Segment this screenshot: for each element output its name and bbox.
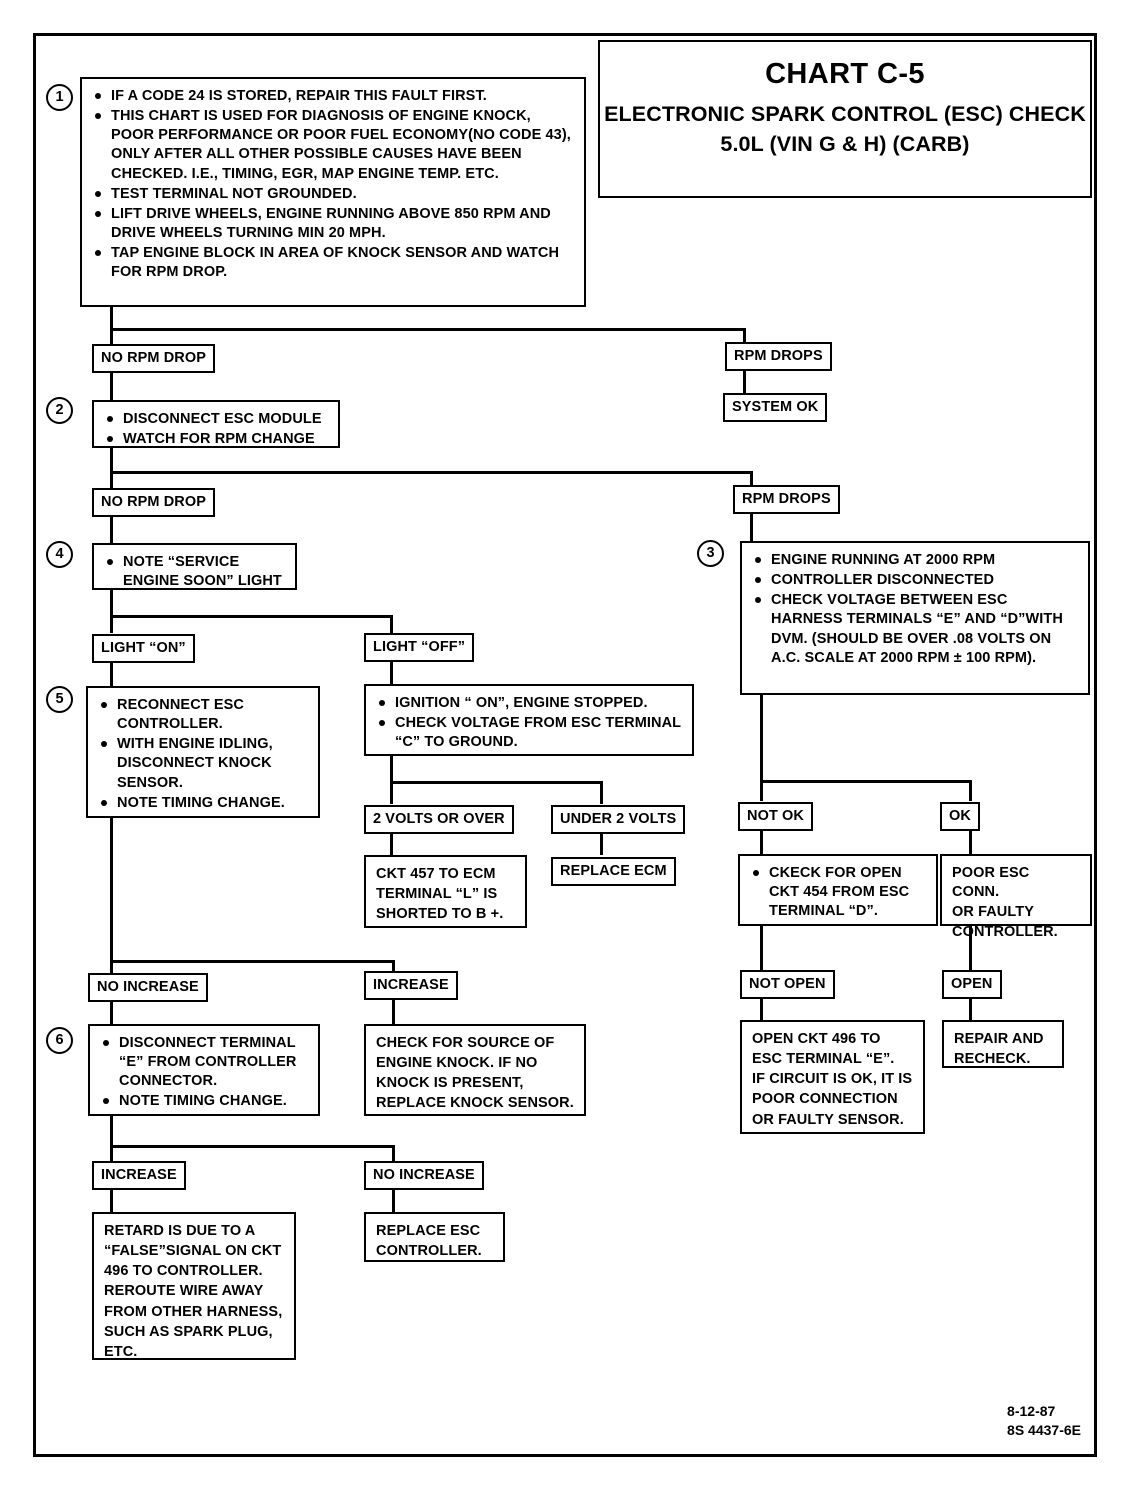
ckt457-line: SHORTED TO B +.: [376, 906, 504, 923]
connector-line: [743, 368, 746, 394]
open-ckt496-line: OR FAULTY SENSOR.: [752, 1111, 904, 1128]
step2-item: WATCH FOR RPM CHANGE: [104, 430, 328, 449]
connector-line: [390, 832, 393, 855]
retard-line: SUCH AS SPARK PLUG,: [104, 1323, 273, 1340]
check-source-line: CHECK FOR SOURCE OF: [376, 1035, 555, 1051]
increase-2-label: INCREASE: [92, 1161, 186, 1190]
step5-instructions-box: [86, 686, 320, 818]
step1-item: TEST TERMINAL NOT GROUNDED.: [92, 185, 574, 204]
step5-item: RECONNECT ESC CONTROLLER.: [98, 696, 308, 734]
connector-line: [390, 781, 602, 784]
open-ckt496-line: ESC TERMINAL “E”.: [752, 1051, 895, 1068]
open-ckt496-line: IF CIRCUIT IS OK, IT IS: [752, 1071, 913, 1088]
step-marker-2: 2: [46, 397, 73, 424]
step-marker-5: 5: [46, 686, 73, 713]
connector-line: [110, 1145, 113, 1161]
ckt457-line: TERMINAL “L” IS: [376, 886, 498, 903]
increase-1-label: INCREASE: [364, 971, 458, 1000]
open-label: OPEN: [942, 970, 1002, 999]
step6-item: NOTE TIMING CHANGE.: [100, 1092, 308, 1111]
step1-item: IF A CODE 24 IS STORED, REPAIR THIS FAULT FIRST.: [92, 87, 574, 106]
light-off-actions-box: [364, 684, 694, 756]
replace-esc-line: REPLACE ESC: [376, 1223, 481, 1239]
connector-line: [110, 1190, 113, 1212]
connector-line: [390, 781, 393, 804]
connector-line: [969, 996, 972, 1020]
replace-esc-line: CONTROLLER.: [376, 1243, 482, 1260]
connector-line: [390, 615, 393, 633]
retard-line: “FALSE”SIGNAL ON CKT: [104, 1243, 282, 1260]
ckt457-shorted-box: [364, 855, 527, 928]
poor-esc-conn-box: [940, 854, 1092, 941]
step4-item: NOTE “SERVICE ENGINE SOON” LIGHT: [104, 553, 285, 591]
connector-line: [600, 781, 603, 804]
system-ok-label: SYSTEM OK: [723, 393, 827, 422]
connector-line: [110, 513, 113, 545]
footer-date: 8-12-87: [1007, 1403, 1056, 1420]
no-increase-2-label: NO INCREASE: [364, 1161, 484, 1190]
connector-line: [760, 780, 763, 801]
open-ckt496-box: [740, 1020, 925, 1134]
retard-line: ETC.: [104, 1343, 138, 1360]
connector-line: [390, 660, 393, 686]
step2-item: DISCONNECT ESC MODULE: [104, 410, 328, 429]
replace-ecm-box: REPLACE ECM: [551, 857, 676, 886]
connector-line: [390, 756, 393, 784]
step5-item: NOTE TIMING CHANGE.: [98, 794, 308, 813]
two-volts-or-over-label: 2 VOLTS OR OVER: [364, 805, 514, 834]
rpm-drops-2-label: RPM DROPS: [733, 485, 840, 514]
connector-line: [110, 1000, 113, 1024]
step5-item: WITH ENGINE IDLING, DISCONNECT KNOCK SENSOR.: [98, 735, 308, 792]
footer-code: 8S 4437-6E: [1007, 1422, 1081, 1439]
check-source-line: REPLACE KNOCK SENSOR.: [376, 1095, 574, 1112]
no-increase-1-label: NO INCREASE: [88, 973, 208, 1002]
retard-line: RETARD IS DUE TO A: [104, 1223, 256, 1239]
repair-and-recheck-box: [942, 1020, 1064, 1068]
connector-line: [392, 1190, 395, 1212]
chart-title-line2: ELECTRONIC SPARK CONTROL (ESC) CHECK: [604, 102, 1086, 126]
step-marker-6: 6: [46, 1027, 73, 1054]
connector-line: [392, 1145, 395, 1161]
step3-item: CONTROLLER DISCONNECTED: [752, 571, 1078, 590]
no-rpm-drop-2-label: NO RPM DROP: [92, 488, 215, 517]
connector-line: [110, 1145, 395, 1148]
connector-line: [760, 996, 763, 1020]
rpm-drops-1-label: RPM DROPS: [725, 342, 832, 371]
step6-item: DISCONNECT TERMINAL “E” FROM CONTROLLER CONNECTOR.: [100, 1034, 308, 1091]
step6-instructions-box: [88, 1024, 320, 1116]
connector-line: [110, 615, 393, 618]
connector-line: [750, 511, 753, 541]
step-marker-4: 4: [46, 541, 73, 568]
retard-line: FROM OTHER HARNESS,: [104, 1303, 283, 1320]
check-source-line: ENGINE KNOCK. IF NO: [376, 1055, 538, 1072]
step4-instructions-box: [92, 543, 297, 590]
poor-esc-line: POOR ESC CONN.: [952, 865, 1030, 901]
connector-line: [110, 590, 113, 618]
footer-block: [1007, 1402, 1081, 1440]
connector-line: [760, 695, 763, 783]
connector-line: [110, 615, 113, 633]
connector-line: [969, 828, 972, 854]
connector-line: [110, 960, 395, 963]
chart-title-line3: 5.0L (VIN G & H) (CARB): [720, 131, 970, 156]
connector-line: [110, 370, 113, 400]
chart-title-line1: CHART C-5: [765, 58, 925, 90]
open-ckt496-line: OPEN CKT 496 TO: [752, 1031, 881, 1047]
connector-line: [110, 328, 746, 331]
connector-line: [110, 1115, 113, 1148]
step1-item: TAP ENGINE BLOCK IN AREA OF KNOCK SENSOR AND WATCH FOR RPM DROP.: [92, 244, 574, 282]
connector-line: [760, 925, 763, 970]
check-open-ckt454-box: [738, 854, 938, 926]
step1-item: THIS CHART IS USED FOR DIAGNOSIS OF ENGINE KNOCK, POOR PERFORMANCE OR POOR FUEL ECONOMY(NO CODE 43), ONLY AFTER ALL OTHER POSSIBLE CAUSES HAVE BEEN CHECKED. I.E., TIMING, EGR, MAP ENGINE TEMP. ETC.: [92, 107, 574, 184]
poor-esc-line: OR FAULTY: [952, 904, 1034, 921]
connector-line: [760, 780, 972, 783]
connector-line: [600, 832, 603, 855]
step1-instructions-box: [80, 77, 586, 307]
ok-label: OK: [940, 802, 980, 831]
retard-line: REROUTE WIRE AWAY: [104, 1283, 264, 1300]
connector-line: [110, 960, 113, 973]
step3-item: ENGINE RUNNING AT 2000 RPM: [752, 551, 1078, 570]
connector-line: [392, 1000, 395, 1024]
step1-item: LIFT DRIVE WHEELS, ENGINE RUNNING ABOVE 850 RPM AND DRIVE WHEELS TURNING MIN 20 MPH.: [92, 205, 574, 243]
light-off-action-item: CHECK VOLTAGE FROM ESC TERMINAL “C” TO GROUND.: [376, 714, 682, 752]
light-off-label: LIGHT “OFF”: [364, 633, 474, 662]
step2-instructions-box: [92, 400, 340, 448]
connector-line: [110, 471, 753, 474]
light-off-action-item: IGNITION “ ON”, ENGINE STOPPED.: [376, 694, 682, 713]
under-2-volts-label: UNDER 2 VOLTS: [551, 805, 685, 834]
connector-line: [110, 818, 113, 963]
step3-item: CHECK VOLTAGE BETWEEN ESC HARNESS TERMINALS “E” AND “D”WITH DVM. (SHOULD BE OVER .08 VOLTS ON A.C. SCALE AT 2000 RPM ± 100 RPM).: [752, 591, 1078, 668]
connector-line: [760, 828, 763, 854]
check-open-item: CKECK FOR OPEN CKT 454 FROM ESC TERMINAL “D”.: [750, 864, 926, 921]
chart-title-box: [598, 40, 1092, 198]
ckt457-line: CKT 457 TO ECM: [376, 866, 496, 882]
step-marker-3: 3: [697, 540, 724, 567]
no-rpm-drop-1-label: NO RPM DROP: [92, 344, 215, 373]
repair-line: RECHECK.: [954, 1051, 1031, 1068]
check-source-knock-box: [364, 1024, 586, 1116]
connector-line: [969, 780, 972, 801]
light-on-label: LIGHT “ON”: [92, 634, 195, 663]
replace-esc-controller-box: [364, 1212, 505, 1262]
not-open-label: NOT OPEN: [740, 970, 835, 999]
retard-line: 496 TO CONTROLLER.: [104, 1263, 263, 1280]
check-source-line: KNOCK IS PRESENT,: [376, 1075, 524, 1092]
connector-line: [110, 447, 113, 474]
not-ok-label: NOT OK: [738, 802, 813, 831]
retard-false-signal-box: [92, 1212, 296, 1360]
connector-line: [110, 660, 113, 688]
repair-line: REPAIR AND: [954, 1031, 1044, 1047]
poor-esc-line: CONTROLLER.: [952, 924, 1058, 941]
open-ckt496-line: POOR CONNECTION: [752, 1091, 898, 1108]
step-marker-1: 1: [46, 84, 73, 111]
step3-instructions-box: [740, 541, 1090, 695]
